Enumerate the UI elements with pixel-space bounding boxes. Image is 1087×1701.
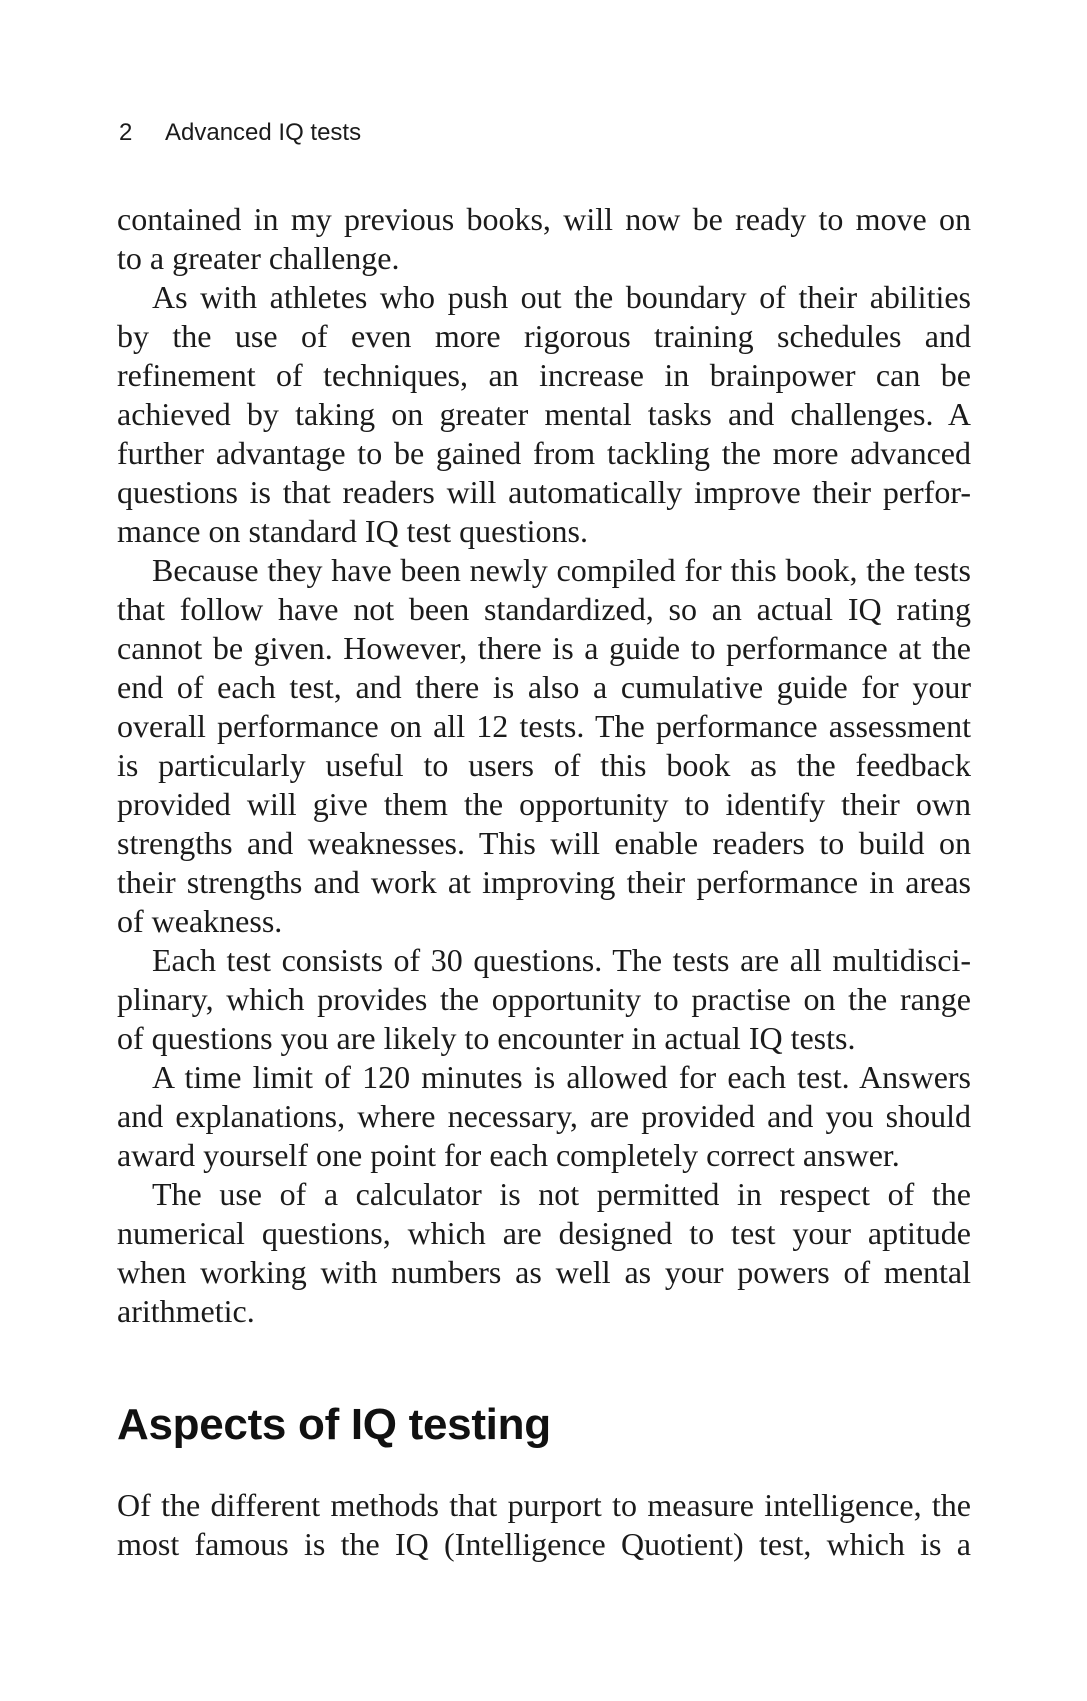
text-line: plinary, which provides the opportunity to practise on the range <box>117 981 971 1017</box>
paragraph <box>117 1175 971 1331</box>
text-line: provided will give them the opportunity to identify their own <box>117 786 971 822</box>
text-line: mance on standard IQ test questions. <box>117 513 588 549</box>
text-line: and explanations, where necessary, are provided and you should <box>117 1098 971 1134</box>
running-head <box>117 119 971 147</box>
text-line: cannot be given. However, there is a guide to performance at the <box>117 630 971 666</box>
section-heading: Aspects of IQ testing <box>117 1400 551 1449</box>
text-line: their strengths and work at improving their performance in areas <box>117 864 971 900</box>
section-text <box>117 1486 971 1564</box>
text-line: Because they have been newly compiled for this book, the tests <box>152 552 971 588</box>
text-line: further advantage to be gained from tackling the more advanced <box>117 435 971 471</box>
text-line: achieved by taking on greater mental tasks and challenges. A <box>117 396 971 432</box>
text-line: questions is that readers will automatically improve their perfor- <box>117 474 971 510</box>
paragraph <box>117 551 971 941</box>
text-line: end of each test, and there is also a cumulative guide for your <box>117 669 971 705</box>
paragraph <box>117 1486 971 1564</box>
text-line: by the use of even more rigorous training schedules and <box>117 318 971 354</box>
text-line: is particularly useful to users of this book as the feedback <box>117 747 971 783</box>
text-line: As with athletes who push out the boundary of their abilities <box>152 279 971 315</box>
body-text <box>117 200 971 1331</box>
text-line: A time limit of 120 minutes is allowed for each test. Answers <box>152 1059 971 1095</box>
text-line: of weakness. <box>117 903 283 939</box>
page-number: 2 <box>119 119 133 146</box>
text-line: Of the different methods that purport to measure intelligence, the <box>117 1487 971 1523</box>
text-line: to a greater challenge. <box>117 240 400 276</box>
text-line: Each test consists of 30 questions. The tests are all multidisci- <box>152 942 971 978</box>
text-line: refinement of techniques, an increase in brainpower can be <box>117 357 971 393</box>
text-line: that follow have not been standardized, so an actual IQ rating <box>117 591 971 627</box>
paragraph <box>117 1058 971 1175</box>
text-line: overall performance on all 12 tests. The performance assessment <box>117 708 971 744</box>
paragraph <box>117 200 971 278</box>
text-line: award yourself one point for each completely correct answer. <box>117 1137 900 1173</box>
text-line: strengths and weaknesses. This will enable readers to build on <box>117 825 971 861</box>
text-line: arithmetic. <box>117 1293 255 1329</box>
text-line: numerical questions, which are designed to test your aptitude <box>117 1215 971 1251</box>
text-line: The use of a calculator is not permitted in respect of the <box>152 1176 971 1212</box>
paragraph <box>117 941 971 1058</box>
text-line: most famous is the IQ (Intelligence Quotient) test, which is a <box>117 1526 971 1562</box>
paragraph <box>117 278 971 551</box>
running-head-title: Advanced IQ tests <box>165 119 362 146</box>
text-line: of questions you are likely to encounter in actual IQ tests. <box>117 1020 856 1056</box>
text-line: contained in my previous books, will now be ready to move on <box>117 201 971 237</box>
text-line: when working with numbers as well as your powers of mental <box>117 1254 971 1290</box>
